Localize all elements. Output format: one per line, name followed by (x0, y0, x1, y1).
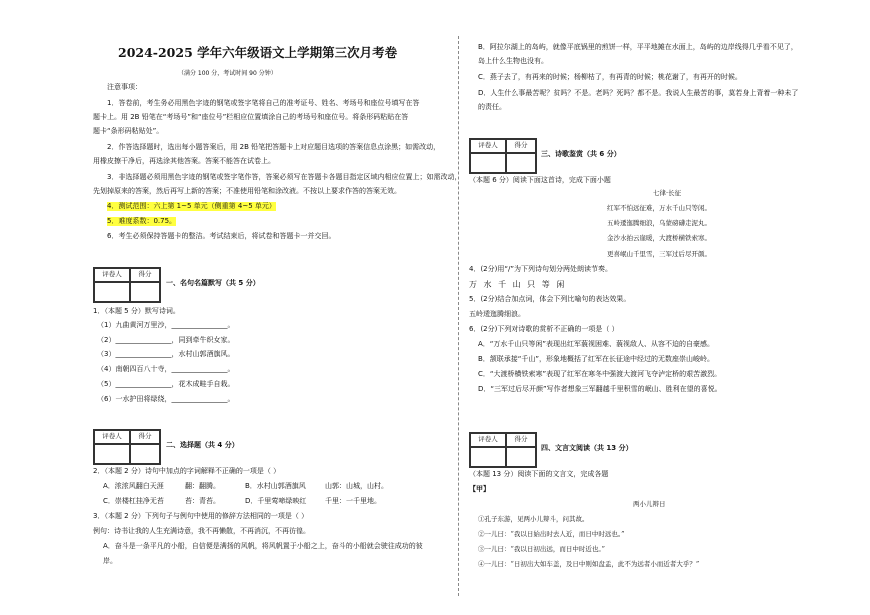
notice-difficulty: 5．难度系数：0.75。 (107, 217, 177, 225)
notice-line: 题卡上。用 2B 铅笔在“考场号”和“座位号”栏相应位置填涂自己的考场号和座位号。将条形码粘贴在答 (93, 113, 409, 121)
option: C．燕子去了，有再来的时候；杨柳枯了，有再青的时候；桃花谢了，有再开的时候。 (478, 73, 742, 81)
dictation-item: （6）一水护田将绿绕，________________。 (97, 395, 235, 403)
option: 岸。 (103, 557, 117, 565)
option: B．水村山郭酒旗风 (245, 482, 306, 490)
score-cell (130, 282, 160, 302)
exam-subtitle: （满分 100 分，考试时间 90 分钟） (178, 70, 277, 77)
question: 5．(2分)结合加点词，体会下列比喻句的表达效果。 (469, 295, 631, 303)
option: A．浓浓风翻白天涯 (103, 482, 164, 490)
notice-line: 用橡皮擦干净后，再选涂其他答案。答案不能答在试卷上。 (93, 157, 275, 165)
score-label: 得分 (130, 430, 160, 444)
option-note: 翻：翻腾。 (185, 482, 220, 490)
reviewer-label: 评卷人 (94, 430, 130, 444)
grade-box (93, 267, 161, 303)
section-heading: 四、文言文阅读（共 13 分） (541, 444, 633, 452)
reviewer-cell (94, 282, 130, 302)
option: D．千里莺啼绿映红 (245, 497, 307, 505)
option: 岛上什么生物也没有。 (478, 57, 548, 65)
section-heading: 一、名句名篇默写（共 5 分） (166, 279, 260, 287)
option: C．“大渡桥横铁索寒”表现了红军在寒冬中强渡大渡河飞夺泸定桥的艰苦激烈。 (478, 370, 722, 378)
score-cell (130, 444, 160, 464)
reviewer-cell (94, 444, 130, 464)
notice-line: 3．非选择题必须用黑色字迹的钢笔或签字笔作答，答案必须写在答题卡各题目指定区域内相应位置上；如需改动， (107, 173, 462, 181)
option-note: 山郭：山城，山村。 (325, 482, 388, 490)
question: 2．（本题 2 分）诗句中加点的字词解释不正确的一项是（ ） (93, 467, 281, 475)
dictation-item: （5）________________，花木成畦手自栽。 (97, 380, 235, 388)
reading-intro: （本题 13 分）阅读下面的文言文，完成各题 (469, 470, 609, 478)
reviewer-cell (470, 447, 506, 467)
option-note: 苔：青苔。 (185, 497, 220, 505)
poem-line: 更喜岷山千里雪，三军过后尽开颜。 (607, 250, 711, 258)
dictation-item: （2）________________，同到牵牛织女家。 (97, 336, 235, 344)
section-heading: 三、诗歌鉴赏（共 6 分） (541, 150, 621, 158)
grade-box (469, 432, 537, 468)
score-cell (506, 447, 536, 467)
poem-line: 金沙水拍云崖暖，大渡桥横铁索寒。 (607, 234, 711, 242)
notice-line: 题卡“条形码粘贴处”。 (93, 127, 164, 135)
passage-line: ②一儿曰：“我以日始出时去人近，而日中时远也。” (478, 530, 625, 538)
question: 1．（本题 5 分）默写诗词。 (93, 307, 180, 315)
score-label: 得分 (506, 139, 536, 153)
score-label: 得分 (506, 433, 536, 447)
option: 的责任。 (478, 103, 506, 111)
passage-line: ③一儿曰：“我以日初出远，而日中时近也。” (478, 545, 605, 553)
grade-box (93, 429, 161, 465)
notice-line: 1．答卷前，考生务必用黑色字迹的钢笔或签字笔将自己的准考证号、姓名、考场号和座位号填写在答 (107, 99, 420, 107)
reading-intro: （本题 6 分）阅读下面这首诗，完成下面小题 (469, 176, 611, 184)
notice-line: 先划掉原来的答案，然后再写上新的答案；不准使用铅笔和涂改液。不按以上要求作答的答案无效。 (93, 187, 401, 195)
option-note: 千里：一千里地。 (325, 497, 381, 505)
option: C．崇楼杠挂净无苔 (103, 497, 164, 505)
score-cell (506, 153, 536, 173)
notice-line: 2．作答选择题时，选出每小题答案后，用 2B 铅笔把答题卡上对应题目选项的答案信息点涂黑；如需改动， (107, 143, 441, 151)
option: A．奋斗是一条平凡的小船，自信便是满扬的风帆，将风帆置于小船之上，奋斗的小船就会驶往成功的彼 (103, 542, 423, 550)
notice-test-scope: 4．测试范围：六上第 1~5 单元（侧重第 4~5 单元） (107, 202, 276, 210)
passage-line: ①孔子东游，见两小儿辩斗，问其故。 (478, 515, 589, 523)
score-label: 得分 (130, 268, 160, 282)
dictation-item: （4）南朝四百八十寺，________________。 (97, 365, 235, 373)
question: 6．(2分)下列对诗歌的赏析不正确的一项是（ ） (469, 325, 619, 333)
reviewer-cell (470, 153, 506, 173)
option: D．人生什么事最苦呢？贫吗？不是。老吗？死吗？都不是。我说人生最苦的事，莫若身上背着一种未了 (478, 89, 799, 97)
grade-box (469, 138, 537, 174)
poem-line: 红军不怕远征难，万水千山只等闲。 (607, 204, 711, 212)
poem-title: 七律·长征 (653, 189, 682, 197)
dictation-item: （3）________________，水村山郭酒旗风。 (97, 350, 235, 358)
reviewer-label: 评卷人 (470, 139, 506, 153)
option: A．“万水千山只等闲”表现出红军藐视困难、藐视敌人、从容不迫的自豪感。 (478, 340, 715, 348)
passage-label: 【甲】 (469, 485, 490, 493)
section-heading: 二、选择题（共 4 分） (166, 441, 239, 449)
option: B．颔联承接“千山”，形象地概括了红军在长征途中经过的无数座崇山峻岭。 (478, 355, 715, 363)
option: D．“三军过后尽开颜”写作者想象三军翻越千里积雪的岷山、胜利在望的喜悦。 (478, 385, 722, 393)
dictation-item: （1）九曲黄河万里沙，________________。 (97, 321, 235, 329)
notice-line: 6．考生必须保持答题卡的整洁。考试结束后，将试卷和答题卡一并交回。 (107, 232, 336, 240)
right-page (435, 0, 870, 615)
passage-title: 两小儿辩日 (633, 500, 666, 508)
exam-title: 2024-2025 学年六年级语文上学期第三次月考卷 (118, 45, 398, 60)
question: 3．（本题 2 分）下列句子与例句中使用的修辞方法相同的一项是（ ） (93, 512, 309, 520)
poem-line: 五岭逶迤腾细浪，乌蒙磅礴走泥丸。 (607, 219, 711, 227)
reviewer-label: 评卷人 (94, 268, 130, 282)
reviewer-label: 评卷人 (470, 433, 506, 447)
metaphor-line: 五岭逶迤腾细浪。 (469, 310, 525, 318)
notice-heading: 注意事项： (107, 83, 142, 91)
example-sentence: 例句：诗书让我的人生充满诗意，我不再懒散，不再消沉，不再彷徨。 (93, 527, 310, 535)
question: 4．(2分)用“/”为下列诗句划分两处朗读节奏。 (469, 265, 612, 273)
rhythm-line: 万 水 千 山 只 等 闲 (469, 280, 567, 289)
option: B．阿拉尔湖上的岛屿，就像平底锅里的煎饼一样，平平地摊在水面上，岛屿的边岸线得几乎看不见了， (478, 43, 798, 51)
passage-line: ④一儿曰：“日初出大如车盖，及日中则如盘盂，此不为远者小而近者大乎？” (478, 560, 700, 568)
